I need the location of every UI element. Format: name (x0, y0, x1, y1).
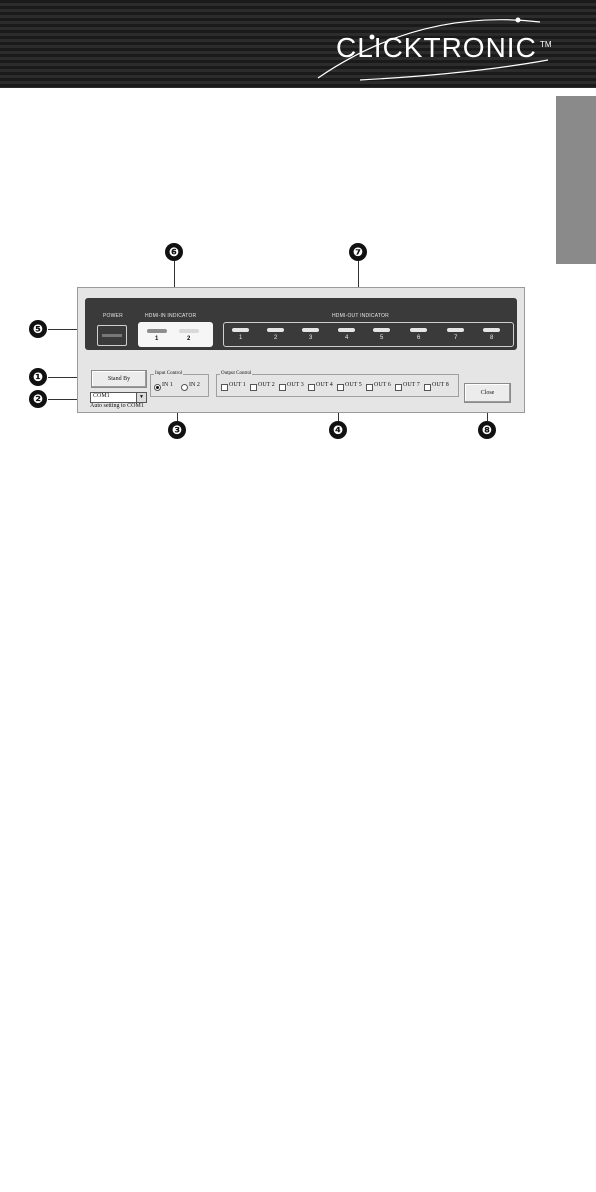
out8-label[interactable]: OUT 8 (432, 382, 449, 388)
hdmi-in-led-1 (147, 329, 167, 333)
hdmi-out-num-1: 1 (239, 335, 243, 341)
in1-label[interactable]: IN 1 (162, 382, 173, 388)
hdmi-out-num-6: 6 (417, 335, 421, 341)
callout-6: ❻ (165, 243, 183, 261)
callout-5: ❺ (29, 320, 47, 338)
hdmi-out-led-4 (338, 328, 355, 332)
hdmi-out-led-2 (267, 328, 284, 332)
out6-label[interactable]: OUT 6 (374, 382, 391, 388)
power-indicator (97, 325, 127, 346)
hdmi-out-num-5: 5 (380, 335, 384, 341)
out1-label[interactable]: OUT 1 (229, 382, 246, 388)
input-control-title: Input Control (155, 371, 183, 376)
out4-label[interactable]: OUT 4 (316, 382, 333, 388)
power-label: POWER (103, 313, 123, 319)
indicator-panel (85, 298, 517, 350)
power-led (102, 334, 122, 337)
hdmi-out-led-5 (373, 328, 390, 332)
hdmi-out-indicator (223, 322, 514, 347)
hdmi-in-indicator (138, 322, 213, 347)
header-banner (0, 0, 596, 88)
callout-8: ❽ (478, 421, 496, 439)
side-tab (556, 96, 596, 264)
hdmi-out-num-3: 3 (309, 335, 313, 341)
out6-checkbox[interactable] (366, 384, 373, 391)
hdmi-out-led-6 (410, 328, 427, 332)
out8-checkbox[interactable] (424, 384, 431, 391)
callout-4: ❹ (329, 421, 347, 439)
com-port-value: COM1 (93, 393, 110, 399)
output-control-title: Output Control (221, 371, 252, 376)
out3-checkbox[interactable] (279, 384, 286, 391)
out7-checkbox[interactable] (395, 384, 402, 391)
out5-label[interactable]: OUT 5 (345, 382, 362, 388)
callout-2: ❷ (29, 390, 47, 408)
in2-label[interactable]: IN 2 (189, 382, 200, 388)
close-button[interactable]: Close (464, 383, 511, 403)
out2-checkbox[interactable] (250, 384, 257, 391)
in1-radio[interactable] (154, 384, 161, 391)
brand-trademark: TM (540, 40, 552, 49)
chevron-down-icon[interactable]: ▼ (136, 393, 146, 402)
com-port-select[interactable] (90, 392, 147, 403)
callout-7: ❼ (349, 243, 367, 261)
hdmi-in-led-2 (179, 329, 199, 333)
out4-checkbox[interactable] (308, 384, 315, 391)
hdmi-out-label: HDMI-OUT INDICATOR (332, 313, 389, 319)
out1-checkbox[interactable] (221, 384, 228, 391)
callout-6-stem (174, 261, 175, 271)
hdmi-out-num-2: 2 (274, 335, 278, 341)
out2-label[interactable]: OUT 2 (258, 382, 275, 388)
hdmi-in-num-1: 1 (155, 336, 159, 342)
standby-button[interactable]: Stand By (91, 370, 147, 388)
out5-checkbox[interactable] (337, 384, 344, 391)
out3-label[interactable]: OUT 3 (287, 382, 304, 388)
control-app-window (77, 287, 525, 413)
hdmi-out-led-1 (232, 328, 249, 332)
callout-1: ❶ (29, 368, 47, 386)
hdmi-out-num-7: 7 (454, 335, 458, 341)
hdmi-in-label: HDMI-IN INDICATOR (145, 313, 197, 319)
hdmi-out-led-7 (447, 328, 464, 332)
auto-setting-text: Auto setting to COM1 (90, 403, 144, 409)
hdmi-out-num-8: 8 (490, 335, 494, 341)
input-control-group (150, 371, 209, 397)
hdmi-in-num-2: 2 (187, 336, 191, 342)
out7-label[interactable]: OUT 7 (403, 382, 420, 388)
in2-radio[interactable] (181, 384, 188, 391)
hdmi-out-led-8 (483, 328, 500, 332)
hdmi-out-led-3 (302, 328, 319, 332)
hdmi-out-num-4: 4 (345, 335, 349, 341)
brand-logo: CLICKTRONIC (336, 32, 537, 63)
callout-3: ❸ (168, 421, 186, 439)
output-control-group (216, 371, 459, 397)
